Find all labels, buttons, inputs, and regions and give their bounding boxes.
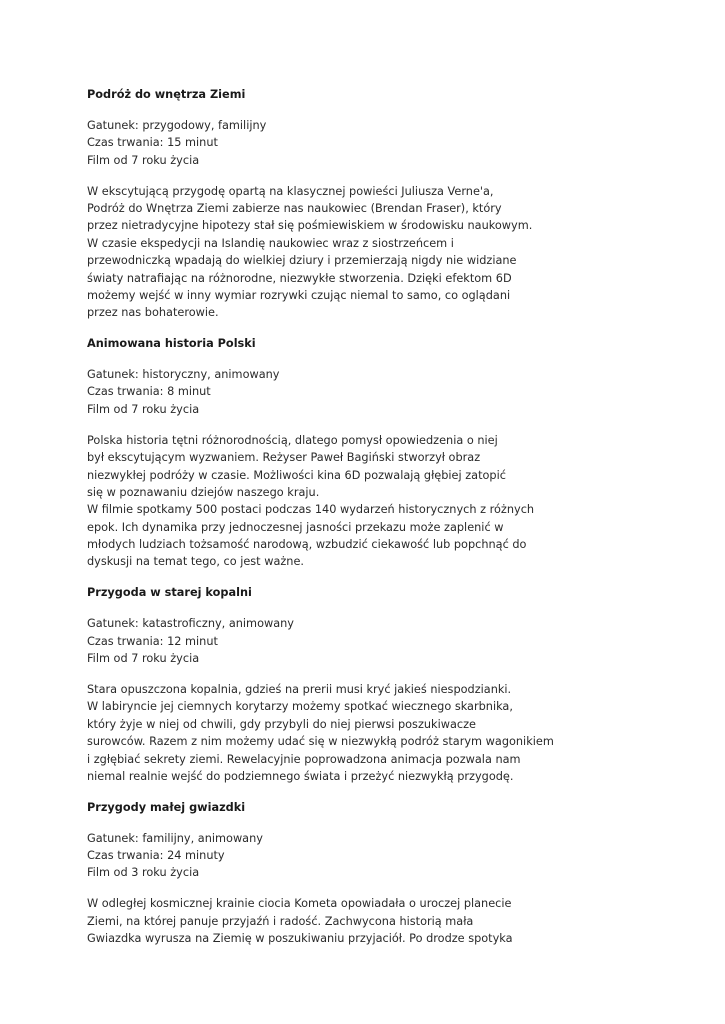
description-line: W labiryncie jej ciemnych korytarzy możemy spotkać wiecznego skarbnika, bbox=[87, 700, 513, 714]
age-line: Film od 7 roku życia bbox=[87, 402, 200, 416]
description-line: Podróż do Wnętrza Ziemi zabierze nas naukowiec (Brendan Fraser), który bbox=[87, 201, 502, 215]
description-line: możemy wejść w inny wymiar rozrywki czując niemal to samo, co oglądani bbox=[87, 288, 511, 302]
description-line: W ekscytującą przygodę opartą na klasycznej powieści Juliusza Verne'a, bbox=[87, 184, 494, 198]
section-title: Podróż do wnętrza Ziemi bbox=[87, 88, 246, 101]
genre-line: Gatunek: familijny, animowany bbox=[87, 831, 263, 845]
section-title: Przygoda w starej kopalni bbox=[87, 586, 252, 600]
description-line: był ekscytującym wyzwaniem. Reżyser Paweł Bagiński stworzył obraz bbox=[87, 451, 481, 465]
age-line: Film od 7 roku życia bbox=[87, 652, 200, 666]
genre-line: Gatunek: przygodowy, familijny bbox=[87, 118, 267, 132]
description-line: epok. Ich dynamika przy jednoczesnej jasności przekazu może zaplenić w bbox=[87, 520, 504, 534]
duration-line: Czas trwania: 24 minuty bbox=[87, 849, 225, 863]
description-line: niezwykłej podróży w czasie. Możliwości kina 6D pozwalają głębiej zatopić bbox=[87, 468, 506, 482]
description-line: W odległej kosmicznej krainie ciocia Kometa opowiadała o uroczej planecie bbox=[87, 897, 512, 911]
description-line: się w poznawaniu dziejów naszego kraju. bbox=[87, 485, 320, 499]
movie-section bbox=[87, 584, 687, 798]
description-line: niemal realnie wejść do podziemnego świata i przeżyć niezwykłą przygodę. bbox=[87, 769, 514, 783]
duration-line: Czas trwania: 15 minut bbox=[87, 136, 218, 150]
movie-section bbox=[87, 86, 687, 335]
description-line: przez nietradycyjne hipotezy stał się pośmiewiskiem w środowisku naukowym. bbox=[87, 219, 533, 233]
description-line: Ziemi, na której panuje przyjaźń i radość. Zachwycona historią mała bbox=[87, 914, 474, 928]
genre-line: Gatunek: historyczny, animowany bbox=[87, 368, 280, 382]
age-line: Film od 7 roku życia bbox=[87, 153, 200, 167]
movie-section bbox=[87, 335, 687, 584]
duration-line: Czas trwania: 8 minut bbox=[87, 385, 211, 399]
description-line: W filmie spotkamy 500 postaci podczas 140 wydarzeń historycznych z różnych bbox=[87, 503, 535, 517]
description-line: przewodniczką wpadają do wielkiej dziury i przemierzają nigdy nie widziane bbox=[87, 254, 517, 268]
description-line: dyskusji na temat tego, co jest ważne. bbox=[87, 555, 304, 569]
duration-line: Czas trwania: 12 minut bbox=[87, 634, 218, 648]
genre-line: Gatunek: katastroficzny, animowany bbox=[87, 617, 294, 631]
section-title: Animowana historia Polski bbox=[87, 337, 256, 351]
description-line: i zgłębiać sekrety ziemi. Rewelacyjnie poprowadzona animacja pozwala nam bbox=[87, 752, 521, 766]
document-page bbox=[87, 86, 687, 948]
description-line: młodych ludziach tożsamość narodową, wzbudzić ciekawość lub popchnąć do bbox=[87, 538, 527, 552]
description-line: surowców. Razem z nim możemy udać się w niezwykłą podróż starym wagonikiem bbox=[87, 735, 554, 749]
description-line: przez nas bohaterowie. bbox=[87, 306, 219, 320]
section-title: Przygody małej gwiazdki bbox=[87, 800, 246, 814]
description-line: światy natrafiając na różnorodne, niezwykłe stworzenia. Dzięki efektom 6D bbox=[87, 271, 512, 285]
description-line: Polska historia tętni różnorodnością, dlatego pomysł opowiedzenia o niej bbox=[87, 433, 498, 447]
description-line: W czasie ekspedycji na Islandię naukowiec wraz z siostrzeńcem i bbox=[87, 236, 454, 250]
description-line: Gwiazdka wyrusza na Ziemię w poszukiwaniu przyjaciół. Po drodze spotyka bbox=[87, 932, 513, 946]
age-line: Film od 3 roku życia bbox=[87, 866, 200, 880]
description-line: który żyje w niej od chwili, gdy przybyli do niej pierwsi poszukiwacze bbox=[87, 717, 476, 731]
description-line: Stara opuszczona kopalnia, gdzieś na prerii musi kryć jakieś niespodzianki. bbox=[87, 682, 512, 696]
movie-section bbox=[87, 799, 687, 948]
